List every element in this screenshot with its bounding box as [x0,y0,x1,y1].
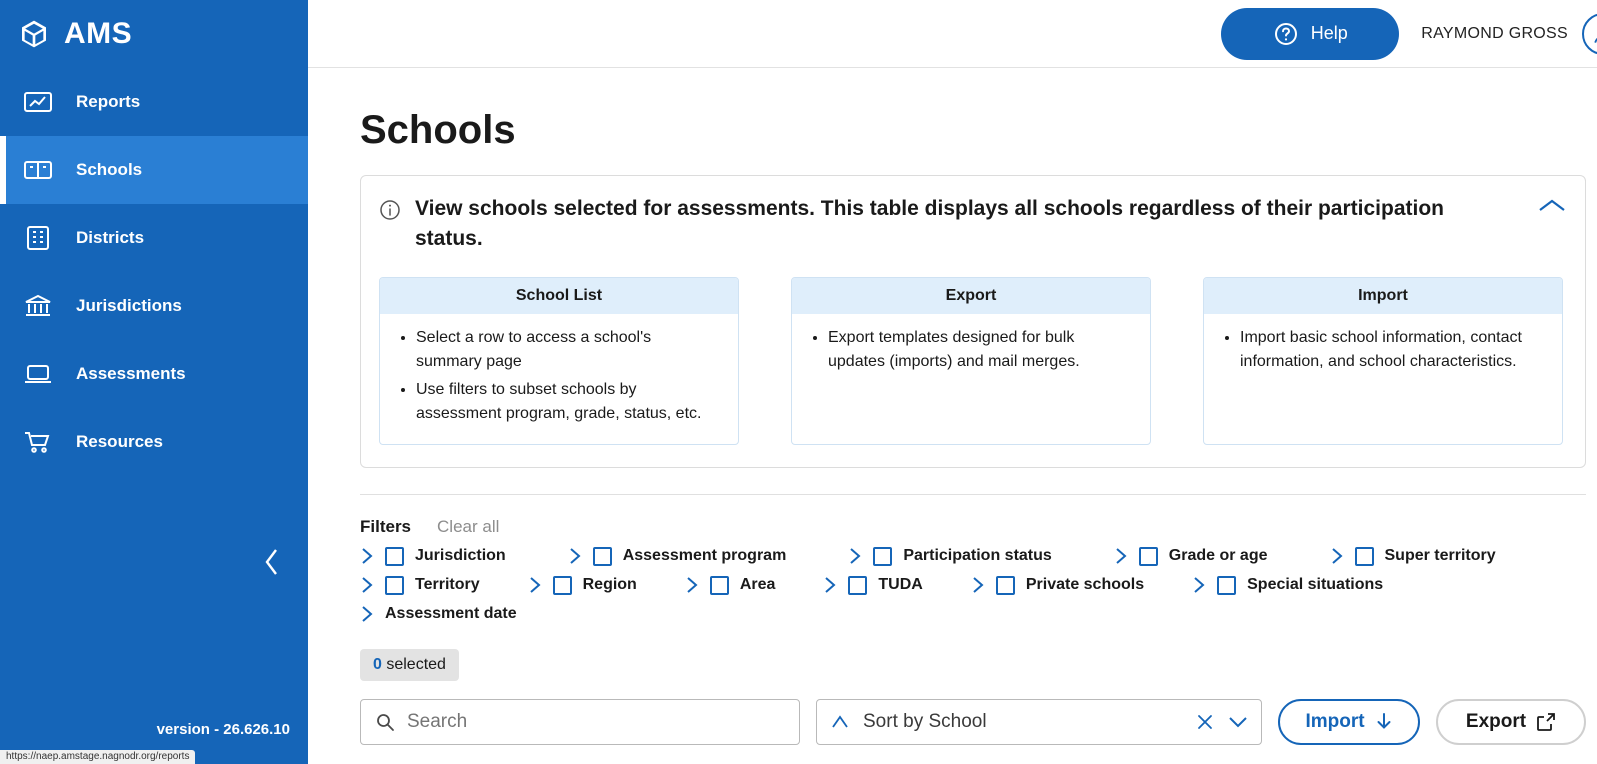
chevron-down-icon[interactable] [1227,712,1249,732]
filter-tuda[interactable] [823,576,922,595]
report-chart-icon [20,89,56,115]
filter-label: Region [582,576,637,594]
filters-header [360,517,1586,537]
filter-row [360,576,1586,595]
chevron-right-icon[interactable] [823,576,837,594]
filter-checkbox[interactable] [385,576,404,595]
filter-row [360,605,1586,623]
school-building-icon [20,157,56,183]
list-item: • Use filters to subset schools by assessment program, grade, status, etc. [416,378,720,426]
sidebar-item-label: Jurisdictions [76,296,182,315]
sidebar-item-reports[interactable] [0,68,308,136]
filters-label: Filters [360,516,412,536]
filter-checkbox[interactable] [593,547,612,566]
bank-columns-icon [20,293,56,319]
main-area [308,0,1597,764]
filter-super-territory[interactable] [1330,547,1496,566]
filter-label: Private schools [1025,576,1145,594]
mini-card-import [1203,277,1563,445]
sort-select[interactable] [816,699,1262,745]
chevron-right-icon[interactable] [528,576,542,594]
status-bar-url: https://naep.amstage.nagnodr.org/reports [0,750,195,764]
chevron-right-icon[interactable] [1114,547,1128,565]
list-item: • Export templates designed for bulk updates (imports) and mail merges. [828,326,1132,374]
filter-checkbox[interactable] [385,547,404,566]
selected-count-suffix: selected [381,655,446,673]
filter-assessment-date[interactable] [360,605,517,623]
search-box[interactable] [360,699,800,745]
export-button-label: Export [1465,710,1527,732]
user-avatar-icon[interactable] [1582,13,1597,55]
filter-grade-or-age[interactable] [1114,547,1268,566]
close-icon[interactable] [1195,712,1215,732]
sidebar-item-label: Reports [76,92,141,111]
cart-icon [20,429,56,455]
filter-label: Territory [415,576,480,594]
filter-checkbox[interactable] [1139,547,1158,566]
filter-label: Assessment program [622,547,787,565]
help-button[interactable] [1221,8,1399,60]
info-card [360,175,1586,468]
sidebar-collapse-button[interactable] [252,540,292,584]
filter-participation-status[interactable] [848,547,1051,566]
chevron-right-icon[interactable] [848,547,862,565]
help-button-label: Help [1310,23,1348,43]
list-item: • Import basic school information, contact information, and school characteristics. [1240,326,1544,374]
chevron-right-icon[interactable] [971,576,985,594]
chevron-right-icon[interactable] [568,547,582,565]
search-icon [375,712,395,732]
export-button[interactable] [1436,699,1586,745]
mini-card-title: School List [380,278,738,314]
mini-card-export [791,277,1151,445]
chevron-up-icon [1537,196,1567,216]
chevron-right-icon[interactable] [685,576,699,594]
districts-grid-icon [20,224,56,252]
mini-card-body [380,314,738,444]
sidebar-item-label: Schools [76,160,143,179]
sidebar-item-label: Districts [76,228,145,247]
filter-row [360,547,1586,566]
selected-count-badge [360,649,459,681]
clear-all-button[interactable]: Clear all [437,516,500,536]
chevron-right-icon[interactable] [1192,576,1206,594]
filter-checkbox[interactable] [710,576,729,595]
filter-assessment-program[interactable] [568,547,787,566]
filter-checkbox[interactable] [553,576,572,595]
info-mini-cards [379,277,1563,445]
filter-checkbox[interactable] [873,547,892,566]
mini-card-title: Import [1204,278,1562,314]
export-box-icon [1536,712,1556,732]
mini-card-body [1204,314,1562,392]
version-label: version - 26.626.10 [156,721,290,738]
info-card-header [379,194,1563,255]
top-bar [308,0,1597,68]
filter-checkbox[interactable] [1217,576,1236,595]
mini-card-school-list [379,277,739,445]
filter-label: Assessment date [385,604,517,622]
user-menu[interactable] [1421,13,1597,55]
filter-label: Super territory [1384,547,1496,565]
sort-ascending-icon [829,711,851,733]
filter-region[interactable] [528,576,637,595]
info-circle-icon [379,199,401,221]
sidebar-item-schools[interactable] [0,136,308,204]
list-item: • Select a row to access a school's summary page [416,326,720,374]
filter-checkbox[interactable] [1355,547,1374,566]
sidebar-item-label: Resources [76,432,163,451]
section-divider [360,494,1586,495]
filter-private-schools[interactable] [971,576,1144,595]
sidebar-nav [0,68,308,476]
import-button[interactable] [1278,699,1420,745]
sidebar-item-resources[interactable] [0,408,308,476]
download-arrow-icon [1375,712,1393,732]
selected-count-value: 0 [373,655,382,673]
filter-label: Participation status [903,547,1052,565]
question-circle-icon [1273,21,1299,47]
search-input[interactable] [407,711,785,733]
info-card-collapse-button[interactable] [1537,196,1567,216]
filter-jurisdiction[interactable] [360,547,506,566]
filter-label: Area [739,576,776,594]
import-button-label: Import [1305,710,1365,732]
filter-territory[interactable] [360,576,480,595]
filter-label: Grade or age [1168,547,1268,565]
filter-area[interactable] [685,576,776,595]
info-card-text: View schools selected for assessments. This table displays all schools regardless of their participation status. [415,197,1444,251]
filter-label: Special situations [1247,576,1384,594]
sort-select-value: Sort by School [863,710,987,732]
brand[interactable] [0,0,308,68]
page-title: Schools [360,108,516,152]
user-name: RAYMOND GROSS [1421,24,1568,42]
filter-label: TUDA [878,576,923,594]
filter-rows [360,547,1586,623]
sidebar [0,0,308,764]
chevron-right-icon[interactable] [360,576,374,594]
brand-title: AMS [64,17,133,50]
page-content [308,68,1597,745]
chevron-right-icon[interactable] [1330,547,1344,565]
sidebar-item-assessments[interactable] [0,340,308,408]
mini-card-title: Export [792,278,1150,314]
chevron-right-icon[interactable] [360,605,374,623]
chevron-right-icon[interactable] [360,547,374,565]
mini-card-body [792,314,1150,392]
sidebar-item-districts[interactable] [0,204,308,272]
filter-checkbox[interactable] [996,576,1015,595]
cube-icon [18,18,50,50]
sidebar-item-jurisdictions[interactable] [0,272,308,340]
filter-special-situations[interactable] [1192,576,1383,595]
filter-checkbox[interactable] [848,576,867,595]
chevron-left-icon [260,545,284,579]
filter-label: Jurisdiction [415,547,506,565]
table-toolbar [360,699,1586,745]
laptop-icon [20,362,56,386]
sidebar-item-label: Assessments [76,364,186,383]
